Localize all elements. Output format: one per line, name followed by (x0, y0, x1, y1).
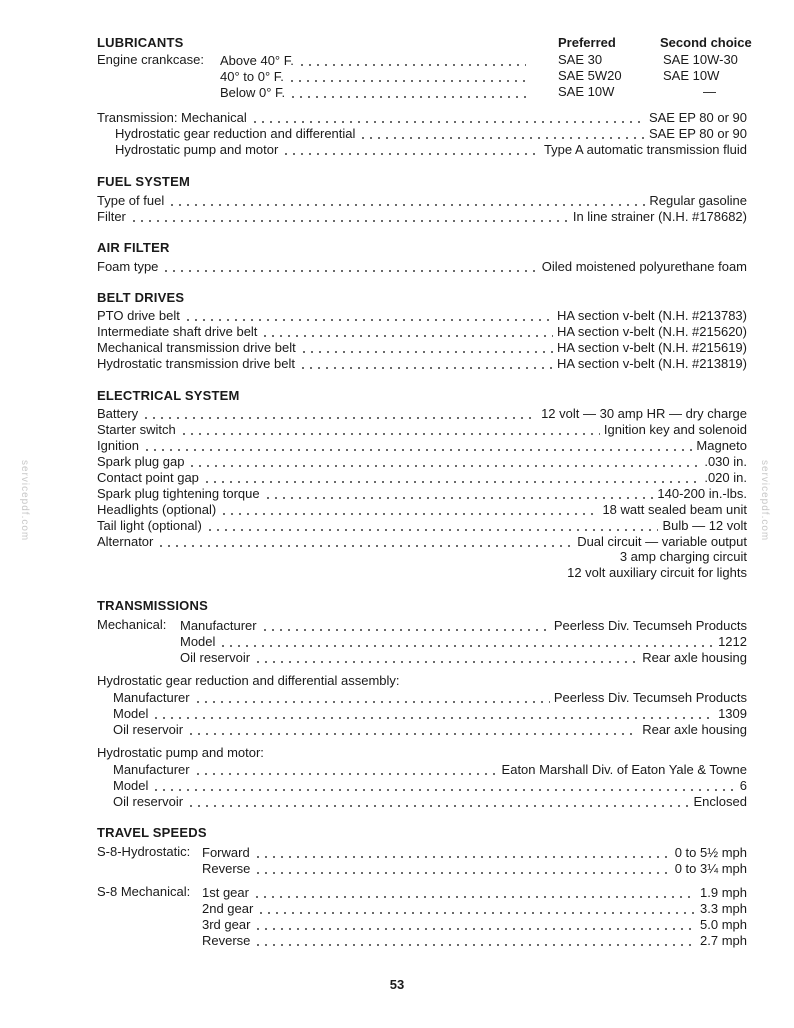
belt-drives-heading: BELT DRIVES (97, 290, 185, 305)
spec-label: Model (113, 778, 149, 793)
spec-label: Battery (97, 406, 139, 421)
air-filter-heading: AIR FILTER (97, 240, 170, 255)
crankcase-second: — (703, 84, 716, 99)
spec-label: Hydrostatic pump and motor (115, 142, 279, 157)
spec-label: Model (113, 706, 149, 721)
electrical-row-3 (97, 437, 747, 454)
electrical-row-1 (97, 405, 747, 422)
spec-value: SAE EP 80 or 90 (648, 126, 747, 141)
spec-value: 6 (739, 778, 747, 793)
leader-dots (194, 701, 550, 703)
spec-value: 2.7 mph (700, 933, 747, 948)
spec-value: 5.0 mph (700, 917, 747, 932)
electrical-row-6 (97, 485, 747, 502)
spec-value: 18 watt sealed beam unit (602, 502, 747, 517)
spec-label: 3rd gear (202, 917, 251, 932)
spec-label: Filter (97, 209, 126, 224)
leader-dots (168, 204, 645, 206)
spec-value: 12 volt — 30 amp HR — dry charge (541, 406, 747, 421)
belt-row-3 (97, 339, 747, 356)
leader-dots (188, 465, 700, 467)
electrical-row-9 (97, 533, 747, 550)
leader-dots (254, 928, 696, 930)
mechanical-label: Mechanical: (97, 617, 167, 632)
spec-value: HA section v-belt (N.H. #215619) (556, 340, 747, 355)
leader-dots (282, 153, 540, 155)
hydro-pump-label: Hydrostatic pump and motor: (97, 745, 264, 760)
spec-value: 140-200 in.-lbs. (657, 486, 747, 501)
hydro-gear-label: Hydrostatic gear reduction and differential assembly: (97, 673, 400, 688)
spec-value: Type A automatic transmission fluid (543, 142, 747, 157)
mechanical-speed-label: S-8 Mechanical: (97, 884, 191, 899)
spec-value: 0 to 3¼ mph (674, 861, 747, 876)
leader-dots (157, 545, 573, 547)
leader-dots (264, 497, 654, 499)
hydro-pump-row-3 (113, 793, 747, 810)
hydro-gear-row-3 (113, 721, 747, 738)
crankcase-preferred: SAE 30 (558, 52, 603, 67)
leader-dots (180, 433, 600, 435)
leader-dots (187, 805, 689, 807)
spec-value: 0 to 5½ mph (674, 845, 747, 860)
spec-value: 1212 (718, 634, 747, 649)
travel-speeds-heading: TRAVEL SPEEDS (97, 825, 207, 840)
leader-dots (261, 629, 550, 631)
leader-dots (152, 717, 714, 719)
alternator-extra-2: 12 volt auxiliary circuit for lights (567, 565, 747, 580)
spec-label: Headlights (optional) (97, 502, 217, 517)
mech-speed-row-3 (202, 916, 747, 933)
spec-label: Contact point gap (97, 470, 199, 485)
transmission-lube-row-1 (97, 109, 747, 126)
lubricants-heading: LUBRICANTS (97, 35, 184, 50)
spec-label: 2nd gear (202, 901, 254, 916)
spec-value: Rear axle housing (642, 650, 747, 665)
leader-dots (143, 449, 692, 451)
mech-speed-row-1 (202, 884, 747, 901)
spec-value: Enclosed (693, 794, 747, 809)
spec-value: Oiled moistened polyurethane foam (541, 259, 747, 274)
spec-label: Manufacturer (180, 618, 257, 633)
spec-label: Tail light (optional) (97, 518, 202, 533)
mech-trans-row-1 (180, 617, 747, 634)
electrical-row-2 (97, 421, 747, 438)
alternator-extra-1: 3 amp charging circuit (619, 549, 747, 564)
spec-value: 3.3 mph (700, 901, 747, 916)
spec-value: HA section v-belt (N.H. #213783) (556, 308, 747, 323)
leader-dots (219, 645, 714, 647)
spec-value: .030 in. (704, 454, 747, 469)
preferred-column-header: Preferred (558, 35, 616, 50)
leader-dots (254, 872, 670, 874)
spec-value: Dual circuit — variable output (577, 534, 747, 549)
electrical-row-5 (97, 469, 747, 486)
spec-label: Manufacturer (113, 762, 190, 777)
mech-trans-row-2 (180, 633, 747, 650)
leader-dots (289, 96, 526, 98)
spec-label: Hydrostatic gear reduction and differential (115, 126, 356, 141)
crankcase-second: SAE 10W (663, 68, 720, 83)
spec-label: Manufacturer (113, 690, 190, 705)
spec-label: 1st gear (202, 885, 249, 900)
crankcase-temp: Above 40° F. (220, 53, 294, 68)
belt-row-2 (97, 323, 747, 340)
leader-dots (254, 661, 638, 663)
hydro-gear-row-2 (113, 705, 747, 722)
spec-label: Model (180, 634, 216, 649)
leader-dots (299, 367, 553, 369)
spec-label: Mechanical transmission drive belt (97, 340, 296, 355)
leader-dots (253, 896, 696, 898)
leader-dots (203, 481, 700, 483)
spec-label: Hydrostatic transmission drive belt (97, 356, 295, 371)
spec-value: SAE EP 80 or 90 (648, 110, 747, 125)
crankcase-row-3 (220, 84, 530, 101)
spec-label: Alternator (97, 534, 154, 549)
leader-dots (254, 856, 671, 858)
spec-value: Ignition key and solenoid (603, 422, 747, 437)
electrical-row-7 (97, 501, 747, 518)
crankcase-temp: 40° to 0° F. (220, 69, 284, 84)
air-filter-row-1 (97, 258, 747, 275)
leader-dots (130, 220, 569, 222)
spec-label: Type of fuel (97, 193, 165, 208)
electrical-system-heading: ELECTRICAL SYSTEM (97, 388, 240, 403)
hydro-gear-row-1 (113, 689, 747, 706)
crankcase-row-1 (220, 52, 530, 69)
spec-value: Regular gasoline (649, 193, 747, 208)
leader-dots (359, 137, 645, 139)
spec-label: Forward (202, 845, 250, 860)
spec-label: Oil reservoir (113, 722, 184, 737)
spec-label: Foam type (97, 259, 159, 274)
transmissions-heading: TRANSMISSIONS (97, 598, 208, 613)
transmission-lube-row-3 (115, 141, 747, 158)
spec-label: Reverse (202, 933, 251, 948)
transmission-lube-row-2 (115, 125, 747, 142)
spec-label: Ignition (97, 438, 139, 453)
side-watermark-left: servicepdf.com (19, 460, 30, 542)
spec-value: Eaton Marshall Div. of Eaton Yale & Towne (501, 762, 747, 777)
side-watermark-right: servicepdf.com (759, 460, 770, 542)
spec-label: Transmission: Mechanical (97, 110, 247, 125)
crankcase-preferred: SAE 10W (558, 84, 615, 99)
spec-value: Bulb — 12 volt (662, 518, 747, 533)
mech-speed-row-2 (202, 900, 747, 917)
spec-value: Rear axle housing (642, 722, 747, 737)
hydro-speed-row-1 (202, 844, 747, 861)
hydrostatic-speed-label: S-8-Hydrostatic: (97, 844, 191, 859)
spec-label: Oil reservoir (180, 650, 251, 665)
spec-label: Intermediate shaft drive belt (97, 324, 258, 339)
leader-dots (206, 529, 659, 531)
spec-label: PTO drive belt (97, 308, 180, 323)
leader-dots (251, 121, 645, 123)
leader-dots (257, 912, 696, 914)
hydro-speed-row-2 (202, 860, 747, 877)
hydro-pump-row-1 (113, 761, 747, 778)
crankcase-row-2 (220, 68, 530, 85)
engine-crankcase-label: Engine crankcase: (97, 52, 204, 67)
leader-dots (194, 773, 498, 775)
spec-value: HA section v-belt (N.H. #215620) (556, 324, 747, 339)
electrical-row-4 (97, 453, 747, 470)
leader-dots (288, 80, 526, 82)
leader-dots (184, 319, 553, 321)
spec-label: Reverse (202, 861, 251, 876)
fuel-system-heading: FUEL SYSTEM (97, 174, 190, 189)
belt-row-1 (97, 307, 747, 324)
spec-label: Spark plug gap (97, 454, 185, 469)
spec-value: In line strainer (N.H. #178682) (572, 209, 747, 224)
crankcase-preferred: SAE 5W20 (558, 68, 622, 83)
spec-label: Spark plug tightening torque (97, 486, 260, 501)
fuel-row-2 (97, 208, 747, 225)
leader-dots (261, 335, 553, 337)
mech-trans-row-3 (180, 649, 747, 666)
belt-row-4 (97, 355, 747, 372)
spec-value: Magneto (696, 438, 747, 453)
crankcase-temp: Below 0° F. (220, 85, 286, 100)
crankcase-second: SAE 10W-30 (663, 52, 738, 67)
spec-value: Peerless Div. Tecumseh Products (553, 690, 747, 705)
spec-value: .020 in. (704, 470, 747, 485)
leader-dots (300, 351, 553, 353)
leader-dots (162, 270, 537, 272)
spec-value: HA section v-belt (N.H. #213819) (556, 356, 747, 371)
fuel-row-1 (97, 192, 747, 209)
spec-label: Oil reservoir (113, 794, 184, 809)
leader-dots (254, 944, 696, 946)
second-choice-column-header: Second choice (660, 35, 752, 50)
mech-speed-row-4 (202, 932, 747, 949)
leader-dots (220, 513, 598, 515)
leader-dots (142, 417, 537, 419)
spec-value: Peerless Div. Tecumseh Products (553, 618, 747, 633)
page-number: 53 (389, 977, 405, 992)
leader-dots (187, 733, 638, 735)
leader-dots (298, 64, 526, 66)
spec-label: Starter switch (97, 422, 176, 437)
spec-value: 1.9 mph (700, 885, 747, 900)
electrical-row-8 (97, 517, 747, 534)
spec-value: 1309 (718, 706, 747, 721)
leader-dots (152, 789, 735, 791)
hydro-pump-row-2 (113, 777, 747, 794)
